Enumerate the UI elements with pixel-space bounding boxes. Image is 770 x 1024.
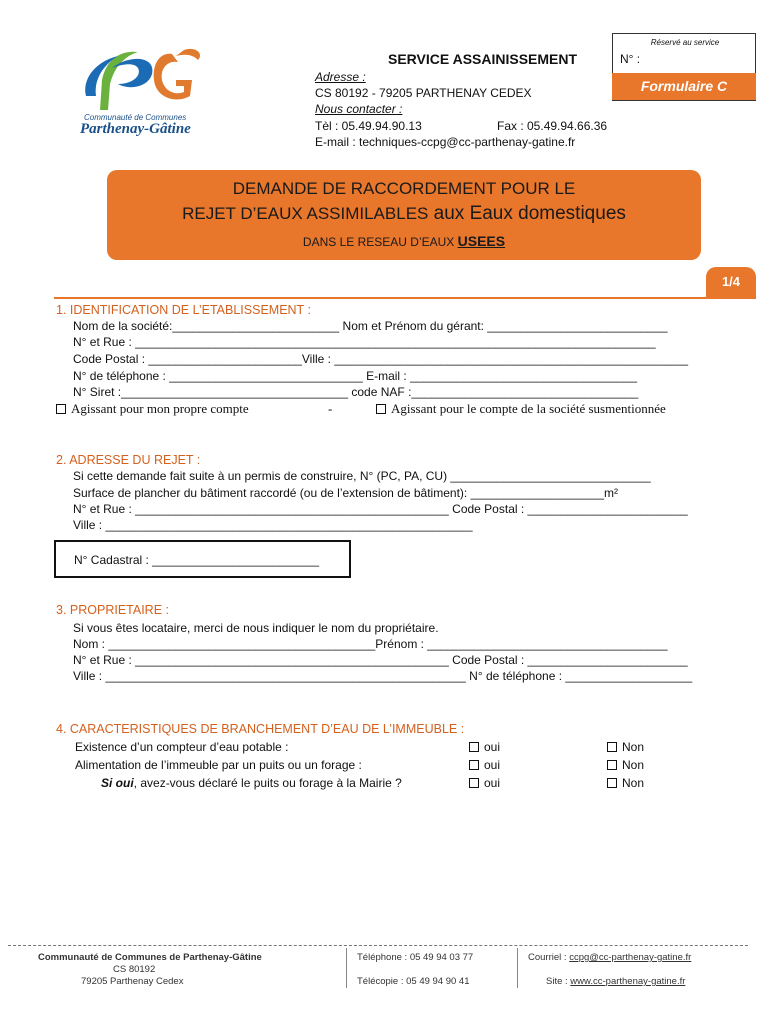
non-label: Non xyxy=(622,776,645,790)
checkbox-icon[interactable] xyxy=(469,778,479,788)
reserved-label: Réservé au service xyxy=(650,38,720,47)
email-link[interactable]: E-mail : techniques-ccpg@cc-parthenay-gatine.fr xyxy=(315,135,576,149)
ccpg-logo-graphic xyxy=(72,40,222,120)
section-4-title: 4. CARACTERISTIQUES DE BRANCHEMENT D’EAU DE L’IMMEUBLE : xyxy=(56,722,465,736)
footer-divider xyxy=(8,945,748,946)
siret-naf-field[interactable]: N° Siret :__________________________________ code NAF :__________________________________ xyxy=(73,385,639,399)
checkbox-icon[interactable] xyxy=(469,742,479,752)
option-own-account[interactable] xyxy=(56,401,249,417)
title-line-3b: USEES xyxy=(457,233,506,249)
question-well: Alimentation de l’immeuble par un puits ou un forage : xyxy=(75,758,362,772)
phone-email-field[interactable]: N° de téléphone : _____________________________ E-mail : __________________________________ xyxy=(73,369,637,383)
company-name-field[interactable]: Nom de la société:_________________________ Nom et Prénom du gérant: ___________________________ xyxy=(73,319,668,333)
question-declared xyxy=(101,776,402,790)
title-line-1: DEMANDE DE RACCORDEMENT POUR LE xyxy=(232,179,576,198)
footer-site-link[interactable]: www.cc-parthenay-gatine.fr xyxy=(570,976,686,987)
footer-city: 79205 Parthenay Cedex xyxy=(81,976,184,987)
non-label: Non xyxy=(622,758,645,772)
owner-name-field[interactable]: Nom : ________________________________________Prénom : ____________________________________ xyxy=(73,637,668,651)
title-line-2 xyxy=(107,203,701,225)
question-water-meter: Existence d’un compteur d’eau potable : xyxy=(75,740,289,754)
footer-site-label: Site : xyxy=(546,976,571,987)
checkbox-icon[interactable] xyxy=(469,760,479,770)
oui-label: oui xyxy=(484,758,501,772)
footer-mail-link[interactable]: ccpg@cc-parthenay-gatine.fr xyxy=(569,952,692,963)
title-line-3 xyxy=(107,233,701,249)
meter-oui[interactable] xyxy=(469,740,500,754)
oui-label: oui xyxy=(484,776,501,790)
checkbox-icon[interactable] xyxy=(376,404,386,414)
cadastral-field[interactable]: N° Cadastral : _________________________ xyxy=(74,553,320,567)
surface-field[interactable]: Surface de plancher du bâtiment raccordé (ou de l’extension de bâtiment): ____________________m² xyxy=(73,486,619,500)
cadastral-box xyxy=(54,540,351,578)
section-3-title: 3. PROPRIETAIRE : xyxy=(56,603,169,617)
checkbox-icon[interactable] xyxy=(56,404,66,414)
address: CS 80192 - 79205 PARTHENAY CEDEX xyxy=(315,86,532,100)
logo-subtitle: Communauté de Communes xyxy=(84,113,187,122)
section-2-title: 2. ADRESSE DU REJET : xyxy=(56,453,201,467)
owner-street-field[interactable]: N° et Rue : _______________________________________________ Code Postal : ________________________ xyxy=(73,653,688,667)
well-non[interactable] xyxy=(607,758,644,772)
question-declared-rest: , avez-vous déclaré le puits ou forage à la Mairie ? xyxy=(133,776,402,790)
declared-non[interactable] xyxy=(607,776,644,790)
footer-mail xyxy=(528,952,691,963)
fax: Fax : 05.49.94.66.36 xyxy=(497,119,608,133)
title-line-3a: DANS LE RESEAU D’EAUX xyxy=(302,235,458,249)
form-label: Formulaire C xyxy=(612,73,756,100)
option-company-account-label: Agissant pour le compte de la société susmentionnée xyxy=(391,401,666,416)
option-company-account[interactable] xyxy=(376,401,666,417)
footer-separator xyxy=(517,948,518,988)
reserved-number: N° : xyxy=(620,52,641,66)
page-number: 1/4 xyxy=(706,267,756,297)
question-declared-em: Si oui xyxy=(101,776,134,790)
footer-cs: CS 80192 xyxy=(113,964,156,975)
non-label: Non xyxy=(622,740,645,754)
contact-label: Nous contacter : xyxy=(315,102,403,116)
option-dash: - xyxy=(328,401,333,416)
section-1-title: 1. IDENTIFICATION DE L’ETABLISSEMENT : xyxy=(56,303,311,317)
well-oui[interactable] xyxy=(469,758,500,772)
option-own-account-label: Agissant pour mon propre compte xyxy=(71,401,249,416)
footer-site xyxy=(546,976,685,987)
service-title: SERVICE ASSAINISSEMENT xyxy=(388,51,578,67)
checkbox-icon[interactable] xyxy=(607,778,617,788)
footer-separator xyxy=(346,948,347,988)
logo-name: Parthenay-Gâtine xyxy=(80,121,191,137)
checkbox-icon[interactable] xyxy=(607,760,617,770)
permit-field[interactable]: Si cette demande fait suite à un permis de construire, N° (PC, PA, CU) ______________________________ xyxy=(73,469,651,483)
meter-non[interactable] xyxy=(607,740,644,754)
reject-city-field[interactable]: Ville : _______________________________________________________ xyxy=(73,518,473,532)
footer-fax: Télécopie : 05 49 94 90 41 xyxy=(357,976,470,987)
checkbox-icon[interactable] xyxy=(607,742,617,752)
street-field[interactable]: N° et Rue : ______________________________________________________________________________ xyxy=(73,335,656,349)
title-line-2a: REJET D’EAUX ASSIMILABLES xyxy=(182,204,429,223)
owner-city-phone-field[interactable]: Ville : ______________________________________________________ N° de téléphone : ___________________ xyxy=(73,669,693,683)
footer-mail-label: Courriel : xyxy=(528,952,570,963)
footer-org: Communauté de Communes de Parthenay-Gâtine xyxy=(38,952,262,963)
postcode-city-field[interactable]: Code Postal : _______________________Ville : _____________________________________________________ xyxy=(73,352,689,366)
title-banner xyxy=(107,170,701,260)
tenant-note: Si vous êtes locataire, merci de nous indiquer le nom du propriétaire. xyxy=(73,621,439,635)
address-label: Adresse : xyxy=(315,70,366,84)
declared-oui[interactable] xyxy=(469,776,500,790)
footer-phone: Téléphone : 05 49 94 03 77 xyxy=(357,952,474,963)
orange-rule xyxy=(54,297,756,299)
oui-label: oui xyxy=(484,740,501,754)
phone: Tèl : 05.49.94.90.13 xyxy=(315,119,422,133)
title-line-2b: aux Eaux domestiques xyxy=(428,203,626,224)
reject-street-field[interactable]: N° et Rue : _______________________________________________ Code Postal : ________________________ xyxy=(73,502,688,516)
